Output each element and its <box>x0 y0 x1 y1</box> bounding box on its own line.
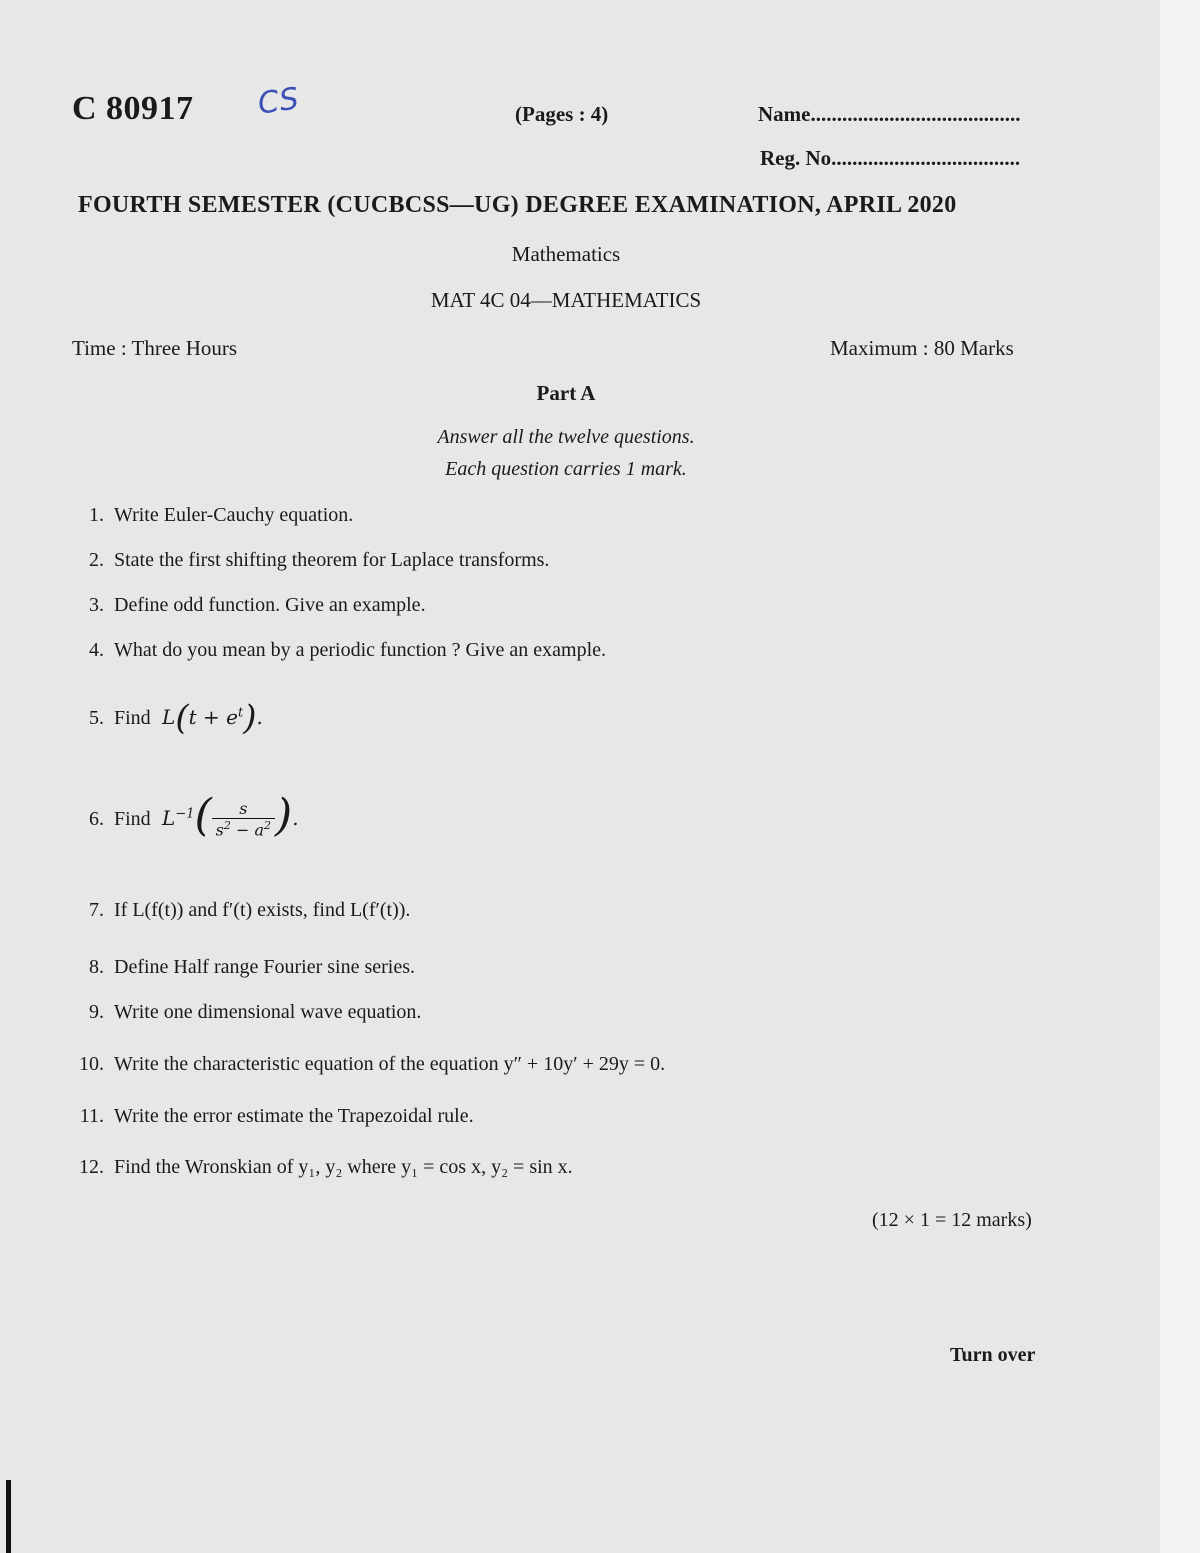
question-text: Find <box>114 808 151 830</box>
subject: Mathematics <box>511 242 621 266</box>
scan-mark <box>6 1480 11 1553</box>
paper-name: MAT 4C 04—MATHEMATICS <box>430 288 702 312</box>
reg-no-field: Reg. No.................................... <box>760 146 1021 170</box>
page-count: (Pages : 4) <box>515 102 609 126</box>
exam-title: FOURTH SEMESTER (CUCBCSS—UG) DEGREE EXAMINATION, APRIL 2020 <box>78 192 957 218</box>
instruction-line-2: Each question carries 1 mark. <box>445 458 687 480</box>
question-4 <box>50 639 606 662</box>
fraction: $\frac{s}{s^2 - a^2}$ <box>212 799 275 839</box>
question-2 <box>50 549 549 572</box>
question-text: Define odd function. Give an example. <box>114 594 426 616</box>
question-number: 2. <box>89 549 104 571</box>
question-number: 3. <box>89 594 104 616</box>
question-number: 6. <box>89 808 104 830</box>
question-12 <box>50 1156 573 1179</box>
question-number: 10. <box>79 1053 104 1075</box>
question-number: 12. <box>79 1156 104 1178</box>
instruction-line-1: Answer all the twelve questions. <box>437 426 695 448</box>
max-marks: Maximum : 80 Marks <box>830 336 1014 360</box>
paper-code: C 80917 <box>72 90 194 127</box>
question-text: Find the Wronskian of y₁, y₂ where y₁ = cos x, y₂ = sin x. <box>114 1156 573 1178</box>
question-text: What do you mean by a periodic function ? Give an example. <box>114 639 607 661</box>
question-text: Write the error estimate the Trapezoidal rule. <box>114 1105 474 1127</box>
question-text: Write Euler-Cauchy equation. <box>114 504 354 526</box>
handwritten-note: CS <box>255 81 301 122</box>
question-9 <box>50 1001 421 1024</box>
question-6 <box>50 790 299 841</box>
question-number: 9. <box>89 1001 104 1023</box>
question-7 <box>50 899 410 922</box>
question-number: 1. <box>89 504 104 526</box>
time-allowed: Time : Three Hours <box>72 336 238 360</box>
question-number: 4. <box>89 639 104 661</box>
question-5 <box>50 698 263 738</box>
question-text: Find <box>114 707 151 729</box>
question-5-formula: $L(t + e^t)$. <box>155 698 263 738</box>
question-text: Write one dimensional wave equation. <box>114 1001 422 1023</box>
question-number: 11. <box>79 1105 104 1127</box>
question-number: 7. <box>89 899 104 921</box>
name-field: Name........................................ <box>758 102 1021 126</box>
scan-edge <box>1160 0 1200 1553</box>
question-text: Define Half range Fourier sine series. <box>114 956 415 978</box>
question-8 <box>50 956 415 979</box>
question-number: 5. <box>89 707 104 729</box>
question-11 <box>50 1105 474 1128</box>
question-number: 8. <box>89 956 104 978</box>
question-text: Write the characteristic equation of the equation y″ + 10y′ + 29y = 0. <box>114 1053 666 1075</box>
question-6-formula: $L^{-1}$( $\frac{s}{s^2 - a^2}$ ). <box>155 790 299 841</box>
question-text: If L(f(t)) and f′(t) exists, find L(f′(t)). <box>114 899 411 921</box>
question-3 <box>50 594 426 617</box>
part-a-total-marks: (12 × 1 = 12 marks) <box>872 1209 1032 1231</box>
turn-over: Turn over <box>950 1344 1036 1366</box>
question-1 <box>50 504 353 527</box>
question-text: State the first shifting theorem for Laplace transforms. <box>114 549 550 571</box>
part-heading: Part A <box>536 381 596 405</box>
question-10 <box>50 1053 665 1076</box>
